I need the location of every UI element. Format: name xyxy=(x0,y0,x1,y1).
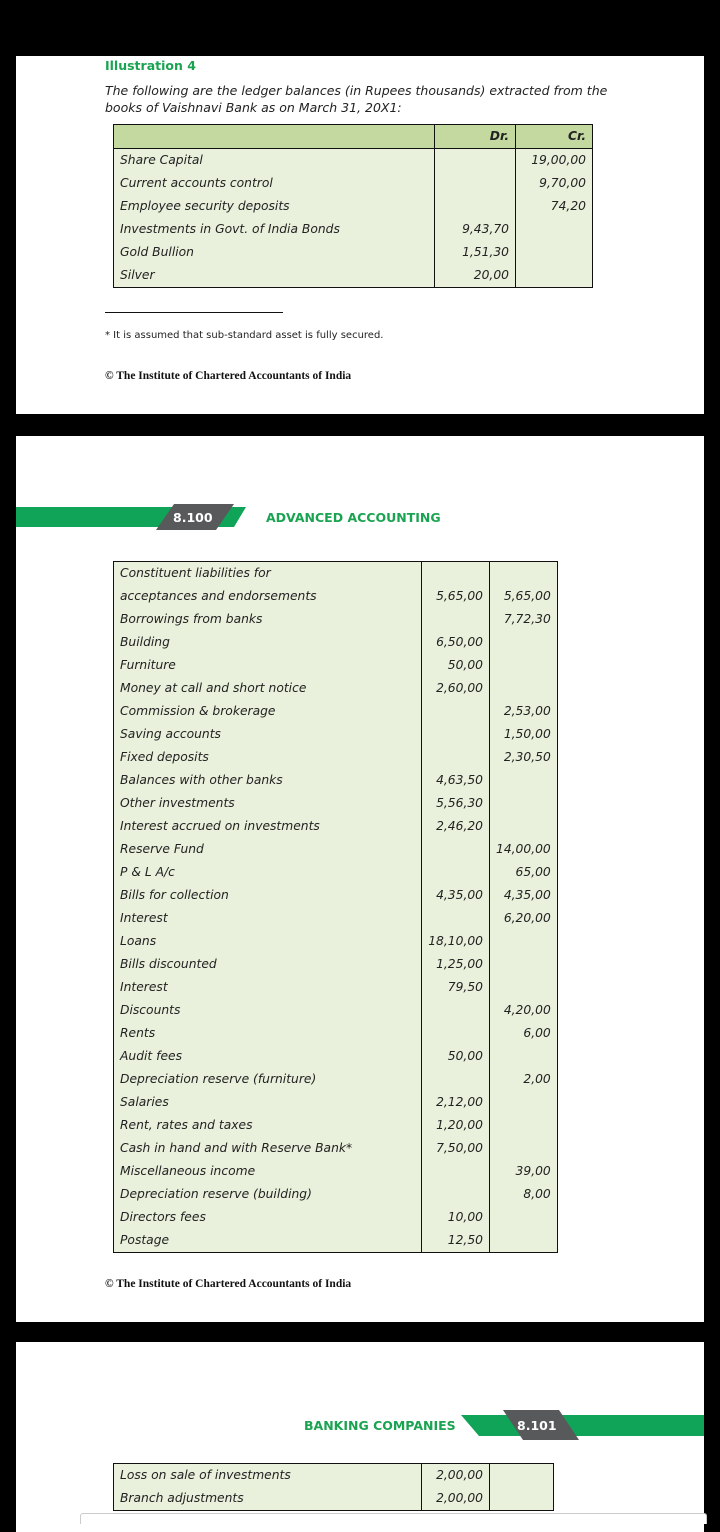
cr-amount: 9,70,00 xyxy=(516,172,593,195)
dr-amount: 5,65,00 xyxy=(422,585,490,608)
footnote: * It is assumed that sub-standard asset is fully secured. xyxy=(105,330,384,341)
table-row xyxy=(114,631,558,654)
row-label: Audit fees xyxy=(114,1045,422,1068)
row-label: P & L A/c xyxy=(114,861,422,884)
dr-amount: 79,50 xyxy=(422,976,490,999)
cr-amount: 74,20 xyxy=(516,195,593,218)
row-label: Loss on sale of investments xyxy=(114,1464,422,1488)
table-row xyxy=(114,884,558,907)
cr-amount xyxy=(490,1464,554,1488)
dr-amount: 4,63,50 xyxy=(422,769,490,792)
dr-amount xyxy=(422,562,490,586)
cr-amount xyxy=(516,241,593,264)
dr-amount xyxy=(422,907,490,930)
table-row xyxy=(114,1229,558,1253)
table-row xyxy=(114,677,558,700)
row-label: Salaries xyxy=(114,1091,422,1114)
dr-amount xyxy=(422,999,490,1022)
table-row xyxy=(114,172,593,195)
table-row xyxy=(114,1206,558,1229)
cr-amount xyxy=(490,654,558,677)
table-row xyxy=(114,723,558,746)
cr-amount xyxy=(516,264,593,288)
dr-amount: 2,00,00 xyxy=(422,1464,490,1488)
table-row xyxy=(114,149,593,173)
table-row xyxy=(114,930,558,953)
row-label: Interest accrued on investments xyxy=(114,815,422,838)
cr-amount: 4,35,00 xyxy=(490,884,558,907)
cr-amount: 4,20,00 xyxy=(490,999,558,1022)
row-label: Constituent liabilities for xyxy=(114,562,422,586)
row-label: Fixed deposits xyxy=(114,746,422,769)
dr-amount: 1,20,00 xyxy=(422,1114,490,1137)
row-label: Depreciation reserve (building) xyxy=(114,1183,422,1206)
table-row xyxy=(114,1045,558,1068)
row-label: Directors fees xyxy=(114,1206,422,1229)
dr-amount xyxy=(422,700,490,723)
row-label: Cash in hand and with Reserve Bank* xyxy=(114,1137,422,1160)
cr-amount: 1,50,00 xyxy=(490,723,558,746)
page-2 xyxy=(16,436,704,1322)
row-label: Balances with other banks xyxy=(114,769,422,792)
dr-amount xyxy=(422,1022,490,1045)
row-label: Other investments xyxy=(114,792,422,815)
table-row xyxy=(114,792,558,815)
cr-amount xyxy=(516,218,593,241)
row-label: Rents xyxy=(114,1022,422,1045)
cr-amount xyxy=(490,1114,558,1137)
running-head: BANKING COMPANIES xyxy=(304,1418,456,1433)
cr-amount: 19,00,00 xyxy=(516,149,593,173)
table-row xyxy=(114,953,558,976)
row-label: Loans xyxy=(114,930,422,953)
row-label: Money at call and short notice xyxy=(114,677,422,700)
dr-amount: 50,00 xyxy=(422,1045,490,1068)
row-label: Share Capital xyxy=(114,149,435,173)
dr-amount xyxy=(422,608,490,631)
cr-amount xyxy=(490,930,558,953)
cr-amount xyxy=(490,1487,554,1511)
dr-amount xyxy=(422,861,490,884)
bottom-toolbar-edge xyxy=(80,1513,707,1524)
table-row xyxy=(114,1068,558,1091)
table-row xyxy=(114,1114,558,1137)
illustration-intro: The following are the ledger balances (in Rupees thousands) extracted from the books of Vaishnavi Bank as on March 31, 20X1: xyxy=(105,83,608,115)
dr-amount: 7,50,00 xyxy=(422,1137,490,1160)
table-row xyxy=(114,746,558,769)
dr-amount: 6,50,00 xyxy=(422,631,490,654)
dr-amount xyxy=(435,149,516,173)
table-row xyxy=(114,218,593,241)
cr-amount xyxy=(490,1137,558,1160)
copyright: © The Institute of Chartered Accountants of India xyxy=(105,370,352,382)
cr-amount: 65,00 xyxy=(490,861,558,884)
dr-amount xyxy=(422,1183,490,1206)
cr-amount xyxy=(490,976,558,999)
table-row xyxy=(114,654,558,677)
table-row xyxy=(114,1183,558,1206)
illustration-title: Illustration 4 xyxy=(105,58,196,73)
cr-amount xyxy=(490,631,558,654)
page-number: 8.100 xyxy=(173,510,213,525)
dr-amount xyxy=(422,838,490,861)
dr-amount: 10,00 xyxy=(422,1206,490,1229)
cr-amount xyxy=(490,792,558,815)
row-label: acceptances and endorsements xyxy=(114,585,422,608)
dr-amount xyxy=(435,172,516,195)
cr-amount: 6,20,00 xyxy=(490,907,558,930)
dr-amount: 18,10,00 xyxy=(422,930,490,953)
row-label: Interest xyxy=(114,976,422,999)
table-row xyxy=(114,562,558,586)
dr-amount: 1,51,30 xyxy=(435,241,516,264)
page-1 xyxy=(16,56,704,414)
row-label: Saving accounts xyxy=(114,723,422,746)
table-row xyxy=(114,241,593,264)
table-row xyxy=(114,195,593,218)
table-row xyxy=(114,907,558,930)
table-row xyxy=(114,838,558,861)
dr-amount: 12,50 xyxy=(422,1229,490,1253)
table-row xyxy=(114,1487,554,1511)
cr-amount xyxy=(490,815,558,838)
table-row xyxy=(114,264,593,288)
row-label: Interest xyxy=(114,907,422,930)
dr-amount: 9,43,70 xyxy=(435,218,516,241)
table-row xyxy=(114,1137,558,1160)
dr-amount: 2,00,00 xyxy=(422,1487,490,1511)
row-label: Current accounts control xyxy=(114,172,435,195)
row-label: Postage xyxy=(114,1229,422,1253)
cr-amount: 7,72,30 xyxy=(490,608,558,631)
ledger-table-3 xyxy=(113,1463,554,1511)
cr-amount xyxy=(490,562,558,586)
page-number: 8.101 xyxy=(517,1418,557,1433)
table-row xyxy=(114,999,558,1022)
dr-amount xyxy=(435,195,516,218)
dr-amount: 1,25,00 xyxy=(422,953,490,976)
row-label: Silver xyxy=(114,264,435,288)
cr-amount: 2,30,50 xyxy=(490,746,558,769)
footnote-rule xyxy=(105,312,283,313)
dr-amount: 20,00 xyxy=(435,264,516,288)
dr-amount: 50,00 xyxy=(422,654,490,677)
cr-amount: 6,00 xyxy=(490,1022,558,1045)
dr-amount: 4,35,00 xyxy=(422,884,490,907)
running-head: ADVANCED ACCOUNTING xyxy=(266,510,441,525)
row-label: Employee security deposits xyxy=(114,195,435,218)
dr-amount xyxy=(422,746,490,769)
cr-amount xyxy=(490,1045,558,1068)
dr-amount xyxy=(422,1068,490,1091)
table-row xyxy=(114,1464,554,1488)
cr-amount: 14,00,00 xyxy=(490,838,558,861)
table-row xyxy=(114,700,558,723)
dr-amount xyxy=(422,1160,490,1183)
row-label: Discounts xyxy=(114,999,422,1022)
table-row xyxy=(114,1091,558,1114)
green-band xyxy=(461,1415,704,1436)
cr-amount: 2,00 xyxy=(490,1068,558,1091)
row-label: Commission & brokerage xyxy=(114,700,422,723)
table-row xyxy=(114,769,558,792)
row-label: Building xyxy=(114,631,422,654)
row-label: Investments in Govt. of India Bonds xyxy=(114,218,435,241)
row-label: Depreciation reserve (furniture) xyxy=(114,1068,422,1091)
row-label: Reserve Fund xyxy=(114,838,422,861)
table-row xyxy=(114,608,558,631)
table-row xyxy=(114,861,558,884)
table-row xyxy=(114,1160,558,1183)
row-label: Borrowings from banks xyxy=(114,608,422,631)
cr-amount: 2,53,00 xyxy=(490,700,558,723)
cr-amount xyxy=(490,769,558,792)
table-row xyxy=(114,815,558,838)
table-header-row xyxy=(114,125,593,149)
row-label: Bills for collection xyxy=(114,884,422,907)
row-label: Bills discounted xyxy=(114,953,422,976)
page-header-band xyxy=(461,1410,704,1440)
cr-amount xyxy=(490,677,558,700)
header-dr: Dr. xyxy=(435,125,516,149)
cr-amount xyxy=(490,953,558,976)
table-row xyxy=(114,585,558,608)
page-header-band xyxy=(16,504,256,530)
row-label: Gold Bullion xyxy=(114,241,435,264)
cr-amount xyxy=(490,1206,558,1229)
ledger-table-1 xyxy=(113,124,593,288)
cr-amount xyxy=(490,1229,558,1253)
dr-amount: 2,60,00 xyxy=(422,677,490,700)
row-label: Branch adjustments xyxy=(114,1487,422,1511)
copyright: © The Institute of Chartered Accountants of India xyxy=(105,1278,352,1290)
row-label: Furniture xyxy=(114,654,422,677)
cr-amount xyxy=(490,1091,558,1114)
header-cr: Cr. xyxy=(516,125,593,149)
row-label: Rent, rates and taxes xyxy=(114,1114,422,1137)
table-row xyxy=(114,1022,558,1045)
dr-amount xyxy=(422,723,490,746)
cr-amount: 8,00 xyxy=(490,1183,558,1206)
row-label: Miscellaneous income xyxy=(114,1160,422,1183)
dr-amount: 5,56,30 xyxy=(422,792,490,815)
ledger-table-2 xyxy=(113,561,558,1253)
dr-amount: 2,46,20 xyxy=(422,815,490,838)
table-row xyxy=(114,976,558,999)
page-3 xyxy=(16,1342,704,1532)
cr-amount: 5,65,00 xyxy=(490,585,558,608)
header-particulars xyxy=(114,125,435,149)
cr-amount: 39,00 xyxy=(490,1160,558,1183)
dr-amount: 2,12,00 xyxy=(422,1091,490,1114)
